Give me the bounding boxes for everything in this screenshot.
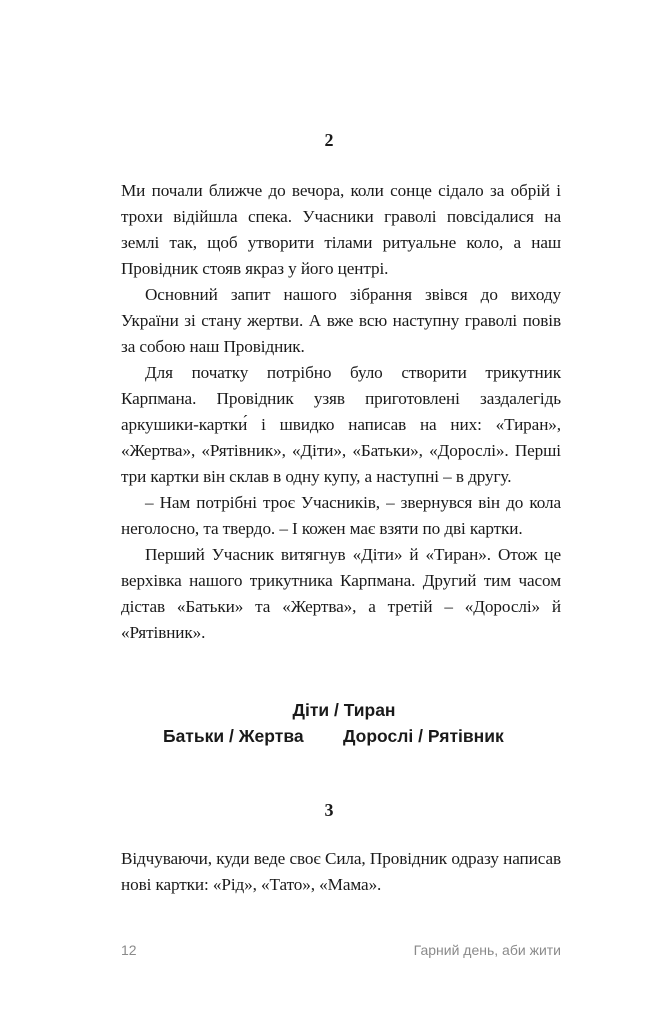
- section-3-number: 3: [324, 800, 334, 820]
- section-3-text: [121, 846, 561, 898]
- triangle-left-label: Батьки / Жертва: [163, 726, 304, 746]
- page-number: 12: [121, 942, 137, 958]
- paragraph: Основний запит нашого зібрання звівся до виходу України зі стану жертви. А вже всю наступну граволі повів за собою наш Провідник.: [121, 285, 561, 356]
- section-2-text: [121, 178, 561, 646]
- paragraph: Ми почали ближче до вечора, коли сонце сідало за обрій і трохи відійшла спека. Учасники граволі повсідалися на землі так, щоб утворити тілами ритуальне коло, а наш Провідник стояв якраз у його центрі.: [121, 181, 561, 278]
- triangle-top-label: Діти / Тиран: [292, 700, 396, 720]
- paragraph: Для початку потрібно було створити трикутник Карпмана. Провідник узяв приготовлені заздалегідь аркушики-картки́ і швидко написав на них: «Тиран», «Жертва», «Рятівник», «Діти», «Батьки», «Дорослі». Перші три картки він склав в одну купу, а наступні – в другу.: [121, 363, 561, 486]
- paragraph: – Нам потрібні троє Учасників, – звернувся він до кола неголосно, та твердо. – І кожен має взяти по дві картки.: [121, 493, 561, 538]
- karpman-triangle: [0, 697, 658, 749]
- running-title: Гарний день, аби жити: [413, 942, 561, 958]
- paragraph: Відчуваючи, куди веде своє Сила, Провідник одразу написав нові картки: «Рід», «Тато», «Мама».: [121, 849, 561, 894]
- paragraph: Перший Учасник витягнув «Діти» й «Тиран». Отож це верхівка нашого трикутника Карпмана. Другий тим часом дістав «Батьки» та «Жертва», а третій – «Дорослі» й «Рятівник».: [121, 545, 561, 642]
- section-2-number: 2: [324, 130, 334, 150]
- triangle-right-label: Дорослі / Рятівник: [343, 726, 504, 746]
